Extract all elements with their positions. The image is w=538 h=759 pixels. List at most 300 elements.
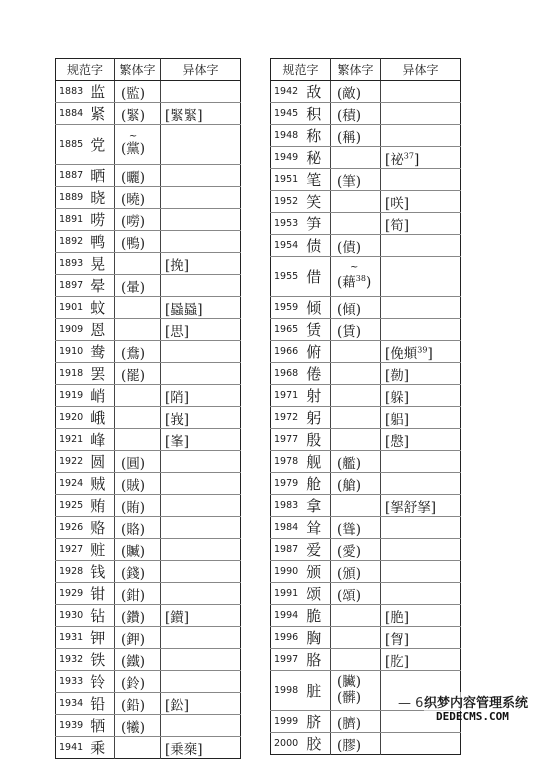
standard-char: 敌 [302, 81, 331, 103]
table-row [56, 341, 241, 363]
traditional-char: (鴦) [115, 341, 161, 363]
traditional-char: (愛) [331, 539, 381, 561]
standard-char: 铁 [86, 649, 115, 671]
traditional-char: (頒) [331, 561, 381, 583]
entry-number: 1925 [56, 495, 86, 517]
traditional-char: (傾) [331, 297, 381, 319]
standard-char: 舰 [302, 451, 331, 473]
tilde-mark: ~ [128, 130, 138, 142]
traditional-char [115, 297, 161, 319]
traditional-char [331, 363, 381, 385]
table-row [271, 147, 461, 169]
standard-char: 晓 [86, 187, 115, 209]
traditional-char [331, 671, 381, 711]
variant-text: [俛頫 [385, 345, 418, 362]
table-row [56, 187, 241, 209]
traditional-char: (鐵) [115, 649, 161, 671]
traditional-char: (緊) [115, 103, 161, 125]
variant-char [381, 257, 461, 297]
traditional-char: (賄) [115, 495, 161, 517]
table-row [271, 649, 461, 671]
table-row [271, 213, 461, 235]
traditional-char: (鉗) [115, 583, 161, 605]
entry-number: 1990 [271, 561, 302, 583]
entry-number: 1932 [56, 649, 86, 671]
traditional-close: ) [365, 274, 372, 291]
right-table [270, 58, 461, 755]
table-row [271, 81, 461, 103]
standard-char: 称 [302, 125, 331, 147]
variant-char [161, 125, 241, 165]
table-row [56, 671, 241, 693]
variant-char [161, 81, 241, 103]
entry-number: 1927 [56, 539, 86, 561]
variant-char [381, 319, 461, 341]
table-row [271, 191, 461, 213]
table-row [56, 385, 241, 407]
entry-number: 1996 [271, 627, 302, 649]
entry-number: 1966 [271, 341, 302, 363]
standard-char: 钱 [86, 561, 115, 583]
entry-number: 1954 [271, 235, 302, 257]
standard-char: 胳 [302, 649, 331, 671]
table-row [271, 495, 461, 517]
standard-char: 积 [302, 103, 331, 125]
standard-char: 贿 [86, 495, 115, 517]
header-row [56, 59, 241, 81]
watermark-cn: 织梦内容管理系统 [424, 692, 528, 711]
variant-char [381, 81, 461, 103]
traditional-char: (筆) [331, 169, 381, 191]
table-row [56, 627, 241, 649]
standard-char: 殷 [302, 429, 331, 451]
table-row [56, 451, 241, 473]
entry-number: 1934 [56, 693, 86, 715]
standard-char: 拿 [302, 495, 331, 517]
table-row [271, 539, 461, 561]
table-row [56, 429, 241, 451]
watermark-en: DEDECMS.COM [436, 710, 509, 723]
entry-number: 1949 [271, 147, 302, 169]
traditional-char: (鈴) [115, 671, 161, 693]
entry-number: 1978 [271, 451, 302, 473]
variant-char: [肐] [381, 649, 461, 671]
table-row [56, 363, 241, 385]
table-row [56, 231, 241, 253]
entry-number: 1959 [271, 297, 302, 319]
header-var: 异体字 [161, 59, 241, 81]
traditional-text [121, 142, 145, 158]
variant-char: [挽] [161, 253, 241, 275]
traditional-char [115, 429, 161, 451]
standard-char: 党 [86, 125, 115, 165]
entry-number: 1887 [56, 165, 86, 187]
variant-char: [胷] [381, 627, 461, 649]
variant-char [381, 297, 461, 319]
table-row [271, 103, 461, 125]
variant-char [161, 341, 241, 363]
standard-char: 圆 [86, 451, 115, 473]
variant-char [161, 363, 241, 385]
entry-number: 1994 [271, 605, 302, 627]
standard-char: 笔 [302, 169, 331, 191]
variant-char [161, 495, 241, 517]
entry-number: 1920 [56, 407, 86, 429]
entry-number: 1922 [56, 451, 86, 473]
standard-char: 债 [302, 235, 331, 257]
traditional-char [331, 191, 381, 213]
variant-char: [峩] [161, 407, 241, 429]
entry-number: 1971 [271, 385, 302, 407]
traditional-char [331, 429, 381, 451]
standard-char: 赃 [86, 539, 115, 561]
standard-char: 笋 [302, 213, 331, 235]
entry-number: 1889 [56, 187, 86, 209]
table-row [271, 235, 461, 257]
table-row [271, 341, 461, 363]
standard-char: 蚊 [86, 297, 115, 319]
standard-char: 钻 [86, 605, 115, 627]
variant-char [161, 649, 241, 671]
variant-char: [咲] [381, 191, 461, 213]
table-row [271, 561, 461, 583]
page-number: — 6 [398, 696, 424, 711]
table-row [56, 583, 241, 605]
variant-close: ] [427, 345, 433, 362]
traditional-char: (圓) [115, 451, 161, 473]
variant-char [161, 583, 241, 605]
entry-number: 1948 [271, 125, 302, 147]
standard-char: 贼 [86, 473, 115, 495]
variant-char [381, 539, 461, 561]
table-row [56, 297, 241, 319]
entry-number: 1929 [56, 583, 86, 605]
traditional-char [331, 341, 381, 363]
traditional-char: (鉛) [115, 693, 161, 715]
entry-number: 1987 [271, 539, 302, 561]
traditional-char: (犧) [115, 715, 161, 737]
table-row [271, 605, 461, 627]
variant-char [161, 165, 241, 187]
traditional-char: (鑽) [115, 605, 161, 627]
entry-number: 1885 [56, 125, 86, 165]
table-row [271, 451, 461, 473]
table-row [56, 125, 241, 165]
entry-number: 1928 [56, 561, 86, 583]
entry-number: 1884 [56, 103, 86, 125]
variant-text: [祕 [385, 151, 404, 168]
traditional-char: (賂) [115, 517, 161, 539]
traditional-text [337, 274, 371, 291]
variant-footnote: 39 [417, 345, 428, 354]
entry-number: 1918 [56, 363, 86, 385]
variant-char [381, 235, 461, 257]
standard-char: 钾 [86, 627, 115, 649]
entry-number: 1931 [56, 627, 86, 649]
traditional-char: (鉀) [115, 627, 161, 649]
table-row [271, 583, 461, 605]
traditional-char [115, 125, 161, 165]
variant-char [161, 473, 241, 495]
standard-char: 倦 [302, 363, 331, 385]
table-row [56, 275, 241, 297]
entry-number: 1984 [271, 517, 302, 539]
standard-char: 颂 [302, 583, 331, 605]
traditional-footnote: 38 [355, 273, 366, 283]
variant-char [161, 671, 241, 693]
entry-number: 1999 [271, 711, 302, 733]
table-row [271, 429, 461, 451]
table-row [56, 517, 241, 539]
traditional-open: (黨) [121, 141, 146, 158]
variant-char: [蟁蟁] [161, 297, 241, 319]
traditional-char [331, 627, 381, 649]
table-row [56, 407, 241, 429]
standard-char: 铃 [86, 671, 115, 693]
header-var: 异体字 [381, 59, 461, 81]
traditional-char [115, 385, 161, 407]
table-row [271, 473, 461, 495]
entry-number: 1983 [271, 495, 302, 517]
entry-number: 1926 [56, 517, 86, 539]
traditional-char: (監) [115, 81, 161, 103]
table-row [56, 495, 241, 517]
variant-char [381, 517, 461, 539]
variant-char: [緊緊] [161, 103, 241, 125]
traditional-stack [337, 675, 361, 706]
variant-char: [脃] [381, 605, 461, 627]
table-row [56, 539, 241, 561]
traditional-char: (罷) [115, 363, 161, 385]
variant-char [161, 275, 241, 297]
entry-number: 1933 [56, 671, 86, 693]
variant-char: [慇] [381, 429, 461, 451]
entry-number: 1945 [271, 103, 302, 125]
traditional-text: (臟) [337, 673, 362, 690]
entry-number: 1891 [56, 209, 86, 231]
variant-char [161, 627, 241, 649]
table-row [271, 627, 461, 649]
traditional-char: (艦) [331, 451, 381, 473]
standard-char: 射 [302, 385, 331, 407]
entry-number: 1951 [271, 169, 302, 191]
traditional-char [115, 737, 161, 759]
table-row [271, 125, 461, 147]
traditional-char [331, 213, 381, 235]
standard-char: 峰 [86, 429, 115, 451]
variant-char [161, 561, 241, 583]
standard-char: 脆 [302, 605, 331, 627]
standard-char: 爱 [302, 539, 331, 561]
traditional-stack [337, 262, 371, 291]
header-std: 规范字 [56, 59, 115, 81]
standard-char: 脐 [302, 711, 331, 733]
variant-char [381, 473, 461, 495]
traditional-char: (暈) [115, 275, 161, 297]
table-row [271, 385, 461, 407]
standard-char: 晒 [86, 165, 115, 187]
entry-number: 1921 [56, 429, 86, 451]
traditional-char: (錢) [115, 561, 161, 583]
traditional-char [331, 495, 381, 517]
standard-char: 乘 [90, 739, 106, 757]
standard-char: 借 [302, 257, 331, 297]
variant-char: [峯] [161, 429, 241, 451]
table-row [56, 473, 241, 495]
header-trad: 繁体字 [331, 59, 381, 81]
standard-char: 胶 [306, 735, 322, 753]
traditional-char: (聳) [331, 517, 381, 539]
table-row [56, 561, 241, 583]
entry-number: 1892 [56, 231, 86, 253]
traditional-char: (艙) [331, 473, 381, 495]
standard-char: 鸯 [86, 341, 115, 363]
table-row [56, 81, 241, 103]
traditional-char [331, 147, 381, 169]
entry-number: 1991 [271, 583, 302, 605]
standard-char: 铅 [86, 693, 115, 715]
traditional-char: (曉) [115, 187, 161, 209]
standard-char: 胸 [302, 627, 331, 649]
standard-char: 峨 [86, 407, 115, 429]
traditional-text-2: (髒) [337, 689, 362, 706]
entry-number: 1979 [271, 473, 302, 495]
entry-number: 2000 [274, 738, 299, 749]
variant-char [161, 231, 241, 253]
standard-char: 舱 [302, 473, 331, 495]
variant-char: [鑚] [161, 605, 241, 627]
variant-char [381, 733, 461, 755]
traditional-char: (鴨) [115, 231, 161, 253]
variant-char: [挐舒拏] [381, 495, 461, 517]
table-row [56, 253, 241, 275]
table-row [271, 363, 461, 385]
variant-char [161, 209, 241, 231]
entry-number: 1893 [56, 253, 86, 275]
entry-number: 1968 [271, 363, 302, 385]
standard-char: 恩 [86, 319, 115, 341]
entry-number: 1897 [56, 275, 86, 297]
entry-number: 1977 [271, 429, 302, 451]
traditional-char [115, 253, 161, 275]
tilde-mark: ~ [349, 262, 359, 274]
standard-char: 唠 [86, 209, 115, 231]
variant-char [161, 517, 241, 539]
standard-char: 笑 [302, 191, 331, 213]
traditional-char [331, 649, 381, 671]
traditional-char: (臍) [331, 711, 381, 733]
variant-char: [勌] [381, 363, 461, 385]
entry-number: 1972 [271, 407, 302, 429]
entry-number: 1919 [56, 385, 86, 407]
entry-number: 1930 [56, 605, 86, 627]
table-row [271, 169, 461, 191]
traditional-char: (頌) [331, 583, 381, 605]
traditional-char [115, 319, 161, 341]
variant-char [381, 341, 461, 363]
traditional-char: (稱) [331, 125, 381, 147]
table-row [56, 693, 241, 715]
traditional-char: (嘮) [115, 209, 161, 231]
standard-char: 牺 [86, 715, 115, 737]
variant-close: ] [413, 151, 420, 168]
table-row [56, 737, 241, 759]
traditional-char: (敵) [331, 81, 381, 103]
variant-char: [乗椉] [161, 737, 241, 759]
standard-char: 躬 [302, 407, 331, 429]
traditional-char: (積) [331, 103, 381, 125]
variant-char [161, 451, 241, 473]
table-row [56, 319, 241, 341]
standard-char: 钳 [86, 583, 115, 605]
traditional-char [115, 407, 161, 429]
variant-char [381, 103, 461, 125]
table-row [271, 733, 461, 755]
table-row [56, 209, 241, 231]
traditional-char: (賃) [331, 319, 381, 341]
header-trad: 繁体字 [115, 59, 161, 81]
traditional-char: (賊) [115, 473, 161, 495]
entry-number: 1910 [56, 341, 86, 363]
entry-number: 1941 [59, 742, 84, 753]
variant-char [381, 125, 461, 147]
table-row [271, 257, 461, 297]
entry-number: 1909 [56, 319, 86, 341]
entry-number: 1939 [56, 715, 86, 737]
table-row [271, 297, 461, 319]
traditional-open: (藉 [337, 274, 356, 291]
standard-char: 颁 [302, 561, 331, 583]
standard-char: 罢 [86, 363, 115, 385]
table-row [271, 711, 461, 733]
variant-char: [躲] [381, 385, 461, 407]
entry-number: 1998 [271, 671, 302, 711]
variant-char: [躳] [381, 407, 461, 429]
standard-char: 俯 [302, 341, 331, 363]
variant-char [381, 147, 461, 169]
standard-char: 晕 [86, 275, 115, 297]
standard-char: 峭 [86, 385, 115, 407]
variant-char [381, 583, 461, 605]
standard-char: 紧 [86, 103, 115, 125]
table-row [271, 517, 461, 539]
standard-char: 倾 [302, 297, 331, 319]
standard-char: 秘 [302, 147, 331, 169]
entry-number: 1924 [56, 473, 86, 495]
traditional-stack [121, 131, 145, 158]
traditional-char: (曬) [115, 165, 161, 187]
entry-number: 1965 [271, 319, 302, 341]
table-row [271, 407, 461, 429]
traditional-char: (膠) [331, 733, 381, 755]
variant-char: [筍] [381, 213, 461, 235]
entry-number: 1901 [56, 297, 86, 319]
variant-char: [思] [161, 319, 241, 341]
variant-footnote: 37 [403, 151, 414, 160]
variant-char [161, 715, 241, 737]
standard-char: 脏 [302, 671, 331, 711]
standard-char: 赂 [86, 517, 115, 539]
traditional-char: (債) [331, 235, 381, 257]
standard-char: 耸 [302, 517, 331, 539]
entry-number: 1997 [271, 649, 302, 671]
variant-char [381, 561, 461, 583]
traditional-char [331, 257, 381, 297]
standard-char: 赁 [302, 319, 331, 341]
header-row [271, 59, 461, 81]
variant-char [161, 539, 241, 561]
variant-char: [鈆] [161, 693, 241, 715]
